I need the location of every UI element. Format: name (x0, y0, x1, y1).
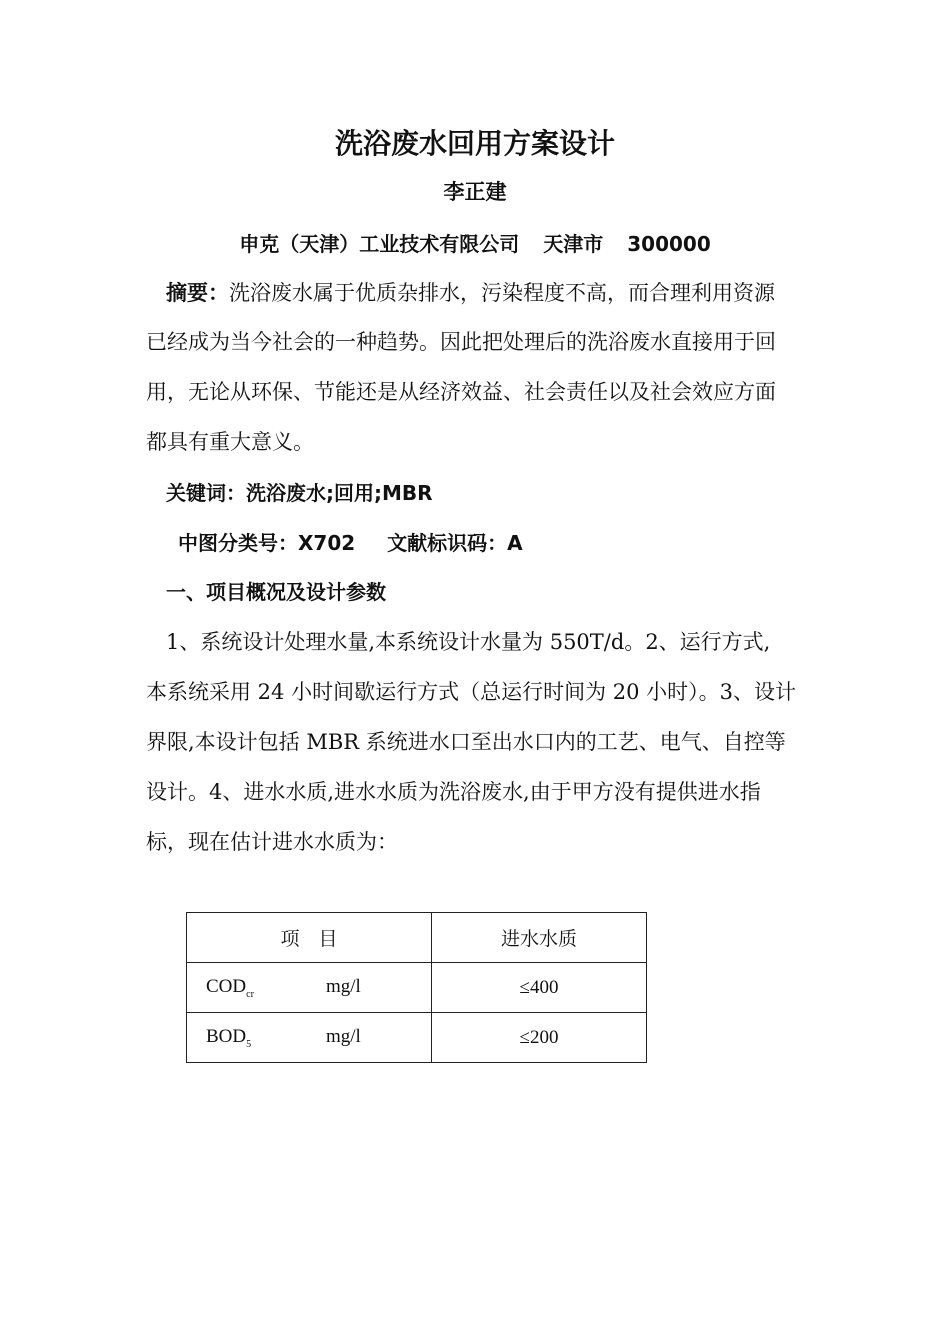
water-quality-table (186, 912, 647, 1063)
section-line-3: 界限,本设计包括 MBR 系统进水口至出水口内的工艺、电气、自控等 (146, 730, 786, 754)
abstract-line-1: 摘要：洗浴废水属于优质杂排水，污染程度不高，而合理利用资源 (166, 281, 775, 305)
section-line-1: 1、系统设计处理水量,本系统设计水量为 550T/d。2、运行方式, (166, 630, 771, 654)
doc-label: 文献标识码： (387, 531, 508, 555)
keywords (166, 477, 433, 506)
abstract-label: 摘要： (166, 281, 229, 305)
keywords-label: 关键词： (166, 481, 246, 505)
class-value: X702 (298, 531, 356, 555)
affiliation-city: 天津市 (543, 232, 604, 256)
class-label: 中图分类号： (178, 531, 298, 555)
bod-value-cell: ≤200 (432, 1013, 647, 1063)
affiliation-postcode: 300000 (627, 232, 711, 256)
author-name: 李正建 (443, 180, 507, 204)
cod-param-cell: $COD_{cr}$ mg/l (187, 963, 432, 1013)
bod-param-cell: $BOD_5$ mg/l (187, 1013, 432, 1063)
section-line-5: 标，现在估计进水水质为： (146, 830, 398, 854)
table-row (187, 1013, 647, 1063)
table-header-row (187, 913, 647, 963)
classification (178, 527, 523, 556)
section-line-2: 本系统采用 24 小时间歇运行方式（总运行时间为 20 小时）。3、设计 (146, 680, 797, 704)
abstract-line-3: 用，无论从环保、节能还是从经济效益、社会责任以及社会效应方面 (146, 380, 776, 404)
header-item: 项 目 (187, 913, 432, 963)
affiliation (0, 228, 950, 257)
abstract-line-2: 已经成为当今社会的一种趋势。因此把处理后的洗浴废水直接用于回 (146, 330, 776, 354)
header-quality: 进水水质 (432, 913, 647, 963)
section-heading: 一、项目概况及设计参数 (166, 580, 386, 604)
affiliation-company: 申克（天津）工业技术有限公司 (239, 232, 520, 256)
cod-value-cell: ≤400 (432, 963, 647, 1013)
doc-value: A (507, 531, 523, 555)
document-title: 洗浴废水回用方案设计 (334, 127, 615, 160)
table-row (187, 963, 647, 1013)
keywords-value: 洗浴废水;回用;MBR (246, 481, 433, 505)
section-line-4: 设计。4、进水水质,进水水质为洗浴废水,由于甲方没有提供进水指 (146, 780, 761, 804)
abstract-line-4: 都具有重大意义。 (146, 430, 314, 454)
